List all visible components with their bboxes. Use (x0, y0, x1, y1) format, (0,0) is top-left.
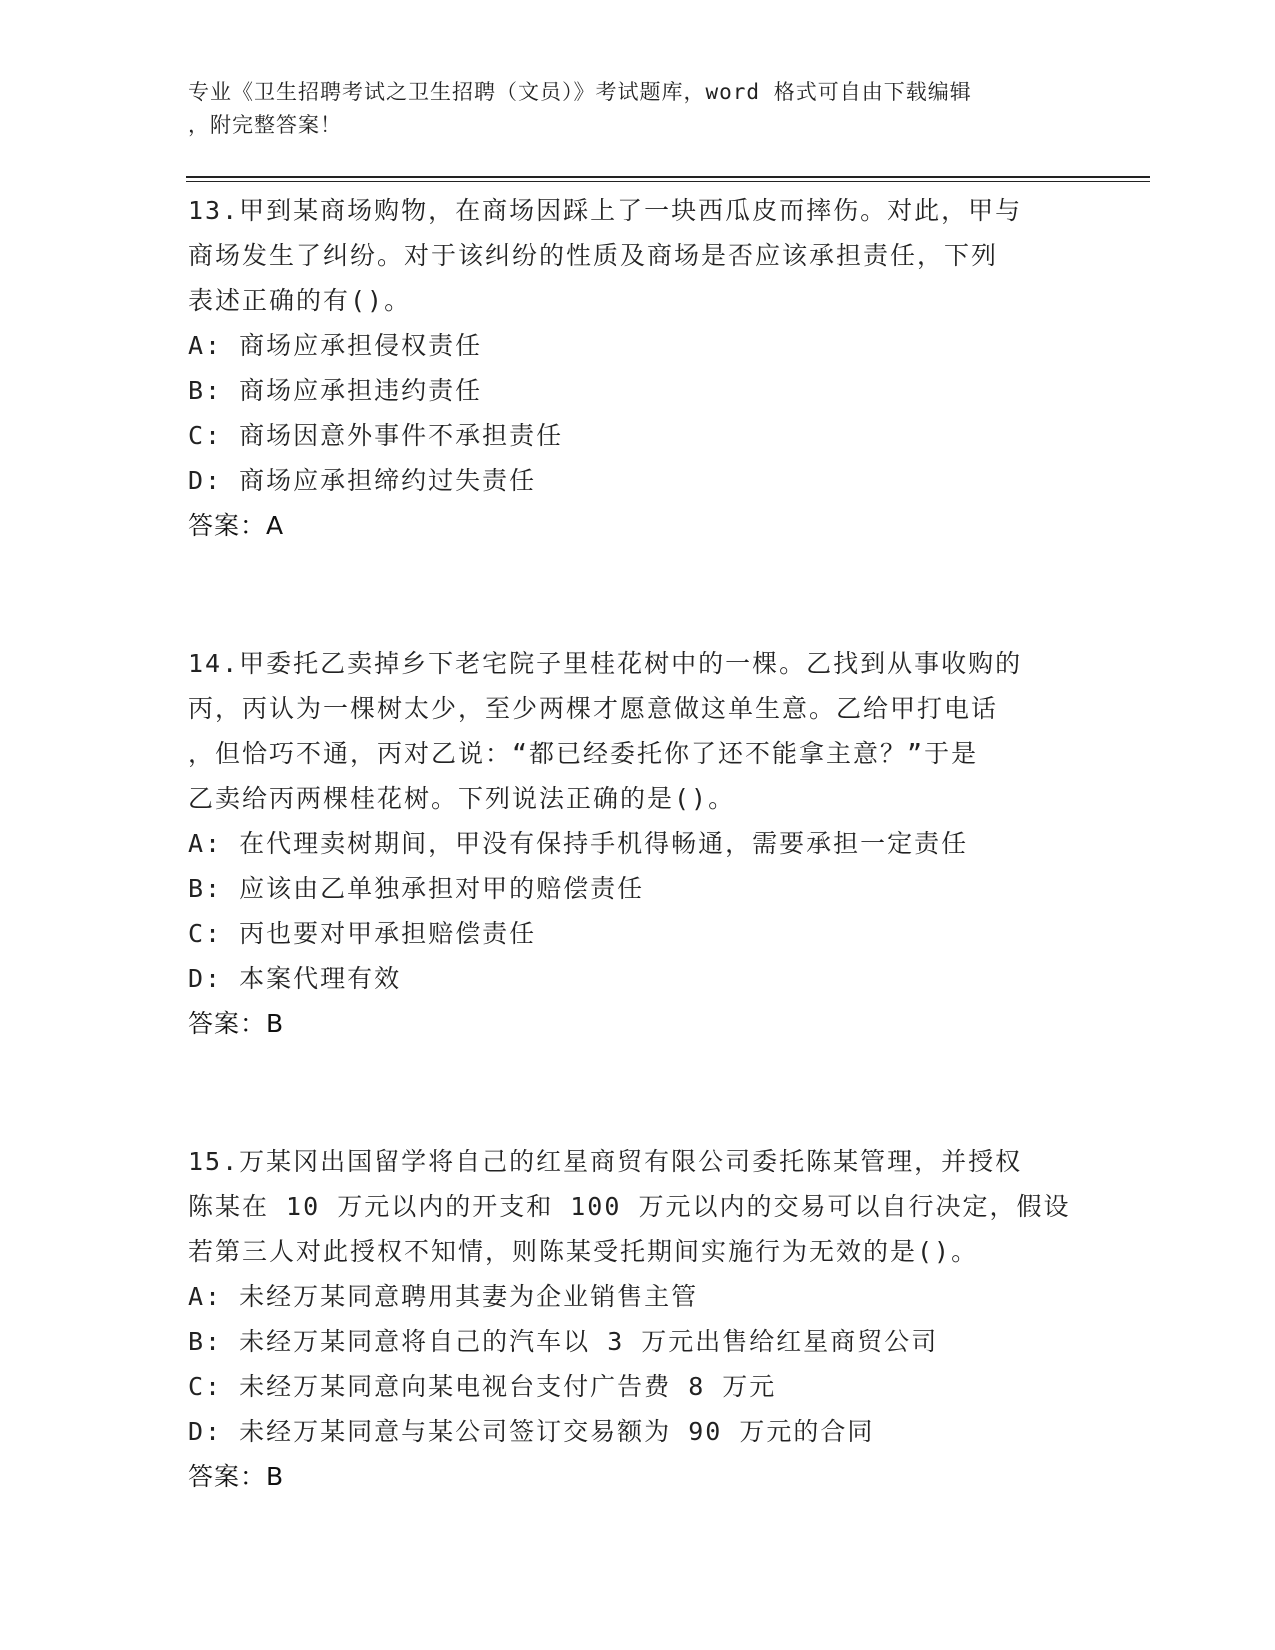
option-d: D: 商场应承担缔约过失责任 (188, 466, 537, 495)
header-rule-thin (186, 181, 1150, 182)
option-b: B: 未经万某同意将自己的汽车以 3 万元出售给红星商贸公司 (188, 1327, 939, 1356)
question-15 (188, 1139, 1088, 1499)
header-rule-thick (186, 176, 1150, 178)
option-a: A: 在代理卖树期间，甲没有保持手机得畅通，需要承担一定责任 (188, 829, 969, 858)
answer-line: 答案：B (188, 1009, 285, 1038)
option-a: A: 商场应承担侵权责任 (188, 331, 483, 360)
option-b: B: 商场应承担违约责任 (188, 376, 483, 405)
question-text-line: 14.甲委托乙卖掉乡下老宅院子里桂花树中的一棵。乙找到从事收购的 (188, 649, 1023, 678)
answer-line: 答案：B (188, 1462, 285, 1491)
question-text-line: 商场发生了纠纷。对于该纠纷的性质及商场是否应该承担责任，下列 (188, 241, 999, 270)
option-d: D: 未经万某同意与某公司签订交易额为 90 万元的合同 (188, 1417, 875, 1446)
question-14 (188, 641, 1088, 1046)
header-line-2: ，附完整答案！ (188, 113, 342, 137)
option-b: B: 应该由乙单独承担对甲的赔偿责任 (188, 874, 645, 903)
question-13 (188, 188, 1088, 548)
question-text-line: ，但恰巧不通，丙对乙说：“都已经委托你了还不能拿主意？”于是 (188, 739, 979, 768)
question-text-line: 15.万某冈出国留学将自己的红星商贸有限公司委托陈某管理，并授权 (188, 1147, 1023, 1176)
option-c: C: 未经万某同意向某电视台支付广告费 8 万元 (188, 1372, 777, 1401)
question-text-line: 表述正确的有()。 (188, 286, 412, 315)
question-list (188, 188, 1088, 1499)
question-text-line: 乙卖给丙两棵桂花树。下列说法正确的是()。 (188, 784, 736, 813)
option-c: C: 丙也要对甲承担赔偿责任 (188, 919, 537, 948)
option-d: D: 本案代理有效 (188, 964, 402, 993)
document-header (188, 76, 1068, 142)
question-text-line: 若第三人对此授权不知情，则陈某受托期间实施行为无效的是()。 (188, 1237, 979, 1266)
answer-line: 答案：A (188, 511, 285, 540)
option-c: C: 商场因意外事件不承担责任 (188, 421, 564, 450)
question-spacer (188, 548, 1088, 641)
header-line-1: 专业《卫生招聘考试之卫生招聘（文员）》考试题库，word 格式可自由下载编辑 (188, 80, 972, 104)
question-text-line: 丙，丙认为一棵树太少，至少两棵才愿意做这单生意。乙给甲打电话 (188, 694, 999, 723)
question-text-line: 陈某在 10 万元以内的开支和 100 万元以内的交易可以自行决定，假设 (188, 1192, 1071, 1221)
question-spacer (188, 1046, 1088, 1139)
option-a: A: 未经万某同意聘用其妻为企业销售主管 (188, 1282, 699, 1311)
question-text-line: 13.甲到某商场购物，在商场因踩上了一块西瓜皮而摔伤。对此，甲与 (188, 196, 1023, 225)
